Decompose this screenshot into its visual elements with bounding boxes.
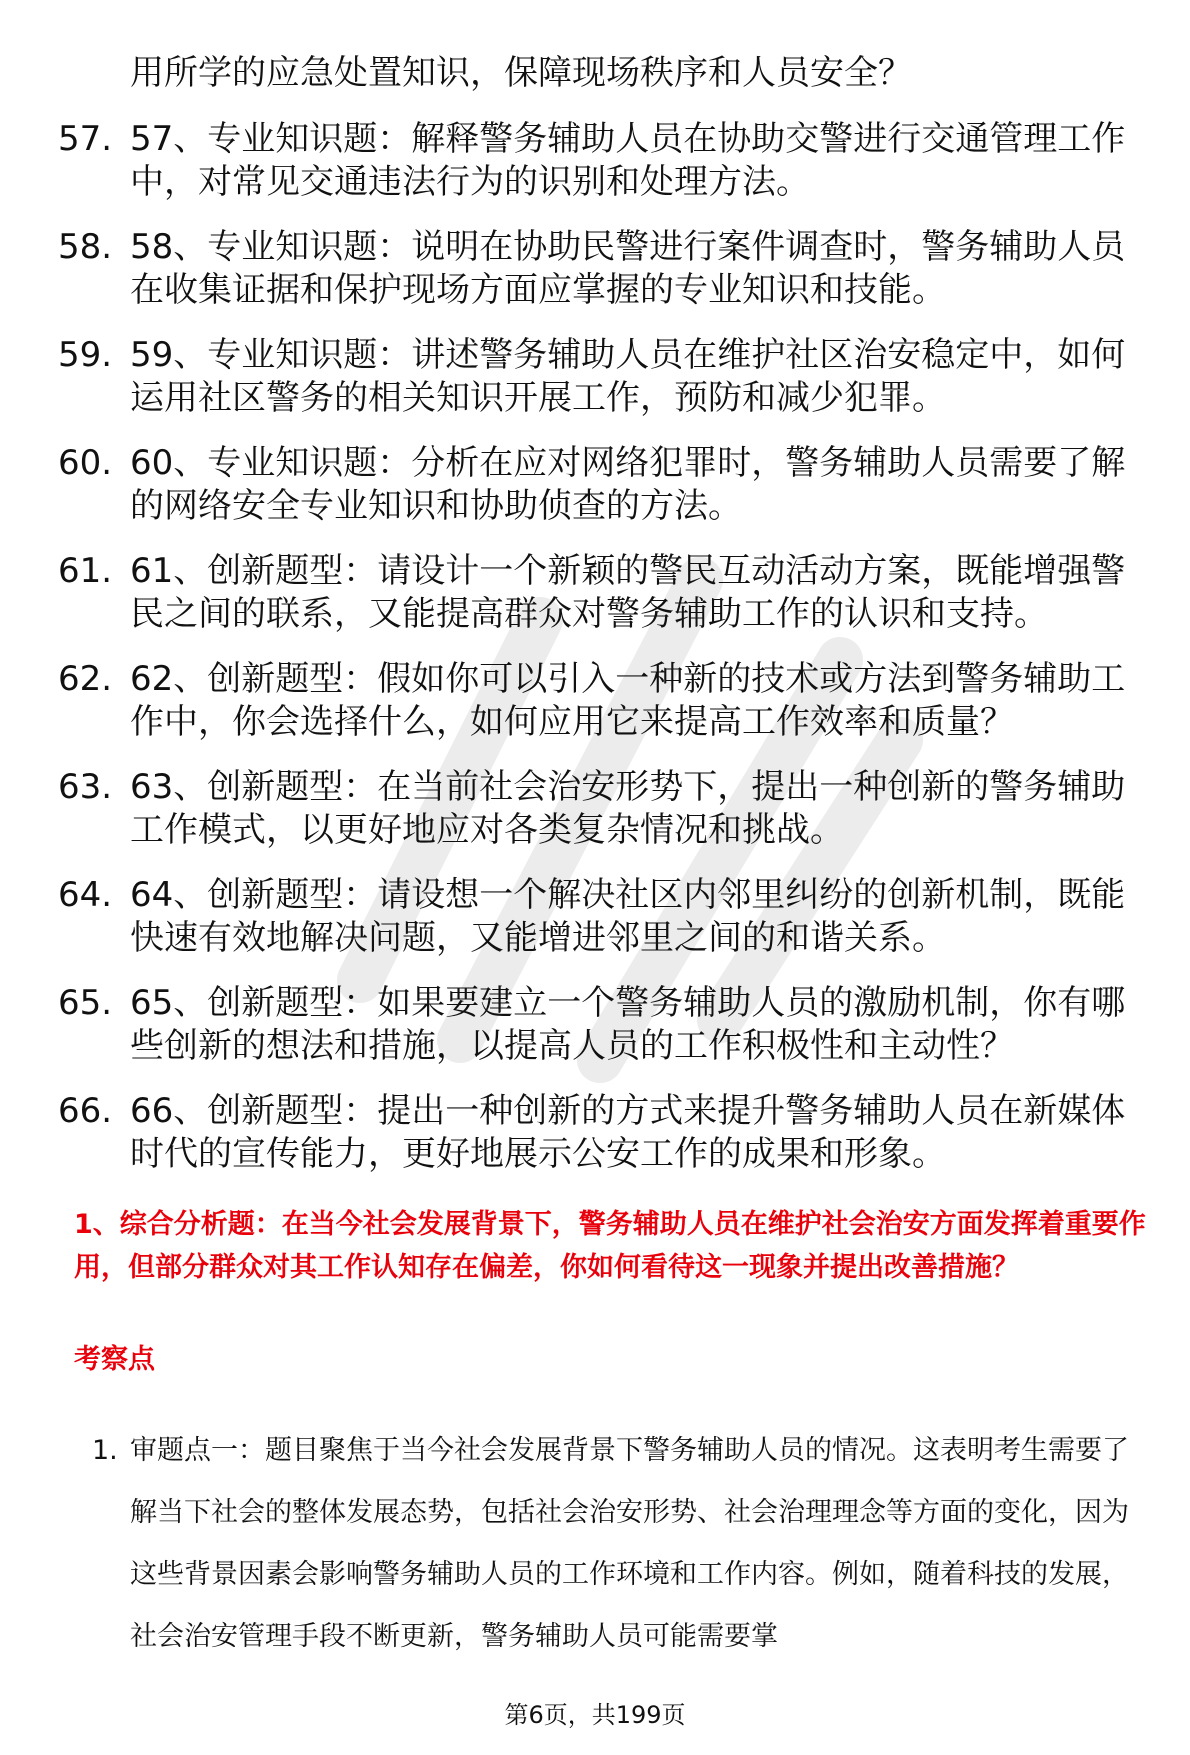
list-item-text: 63、创新题型：在当前社会治安形势下，提出一种创新的警务辅助工作模式，以更好地应对各类复杂情况和挑战。 [130,767,1126,850]
list-item-number: 1. [92,1435,118,1466]
list-item [0,226,1190,334]
list-item-number: 60. [58,443,113,483]
list-item-text: 62、创新题型：假如你可以引入一种新的技术或方法到警务辅助工作中，你会选择什么，如何应用它来提高工作效率和质量？ [130,659,1126,742]
list-item [0,550,1190,658]
list-item [0,766,1190,874]
list-item [0,658,1190,766]
question-list [0,118,1190,1198]
continuation-text: 用所学的应急处置知识，保障现场秩序和人员安全？ [130,53,912,93]
list-item-number: 58. [58,227,113,267]
list-item-number: 65. [58,983,113,1023]
list-item-number: 63. [58,767,113,807]
list-item-number: 59. [58,335,113,375]
list-item-number: 62. [58,659,113,699]
list-item [0,442,1190,550]
list-item [0,874,1190,982]
list-item [0,1090,1190,1198]
list-item [0,118,1190,226]
list-item-text: 64、创新题型：请设想一个解决社区内邻里纠纷的创新机制，既能快速有效地解决问题，又能增进邻里之间的和谐关系。 [130,875,1126,958]
list-item-number: 61. [58,551,113,591]
list-item-number: 64. [58,875,113,915]
list-item-text: 58、专业知识题：说明在协助民警进行案件调查时，警务辅助人员在收集证据和保护现场方面应掌握的专业知识和技能。 [130,227,1126,310]
list-item-text: 61、创新题型：请设计一个新颖的警民互动活动方案，既能增强警民之间的联系，又能提高群众对警务辅助工作的认识和支持。 [130,551,1126,634]
list-item [0,334,1190,442]
page-footer: 第6页，共199页 [504,1701,686,1729]
list-item-text: 65、创新题型：如果要建立一个警务辅助人员的激励机制，你有哪些创新的想法和措施，以提高人员的工作积极性和主动性？ [130,983,1126,1066]
list-item-text: 59、专业知识题：讲述警务辅助人员在维护社区治安稳定中，如何运用社区警务的相关知识开展工作，预防和减少犯罪。 [130,335,1126,418]
analysis-subheading: 考察点 [74,1344,155,1375]
list-item [0,982,1190,1090]
list-item-number: 57. [58,119,113,159]
list-item-text: 60、专业知识题：分析在应对网络犯罪时，警务辅助人员需要了解的网络安全专业知识和协助侦查的方法。 [130,443,1126,526]
list-item-text: 审题点一：题目聚焦于当今社会发展背景下警务辅助人员的情况。这表明考生需要了解当下社会的整体发展态势，包括社会治安形势、社会治理理念等方面的变化，因为这些背景因素会影响警务辅助人员的工作环境和工作内容。例如，随着科技的发展，社会治安管理手段不断更新，警务辅助人员可能需要掌 [130,1435,1129,1652]
list-item-text: 57、专业知识题：解释警务辅助人员在协助交警进行交通管理工作中，对常见交通违法行为的识别和处理方法。 [130,119,1126,202]
list-item-number: 66. [58,1091,113,1131]
analysis-question-heading: 1、综合分析题：在当今社会发展背景下，警务辅助人员在维护社会治安方面发挥着重要作用，但部分群众对其工作认知存在偏差，你如何看待这一现象并提出改善措施？ [74,1209,1146,1283]
list-item-text: 66、创新题型：提出一种创新的方式来提升警务辅助人员在新媒体时代的宣传能力，更好地展示公安工作的成果和形象。 [130,1091,1126,1174]
